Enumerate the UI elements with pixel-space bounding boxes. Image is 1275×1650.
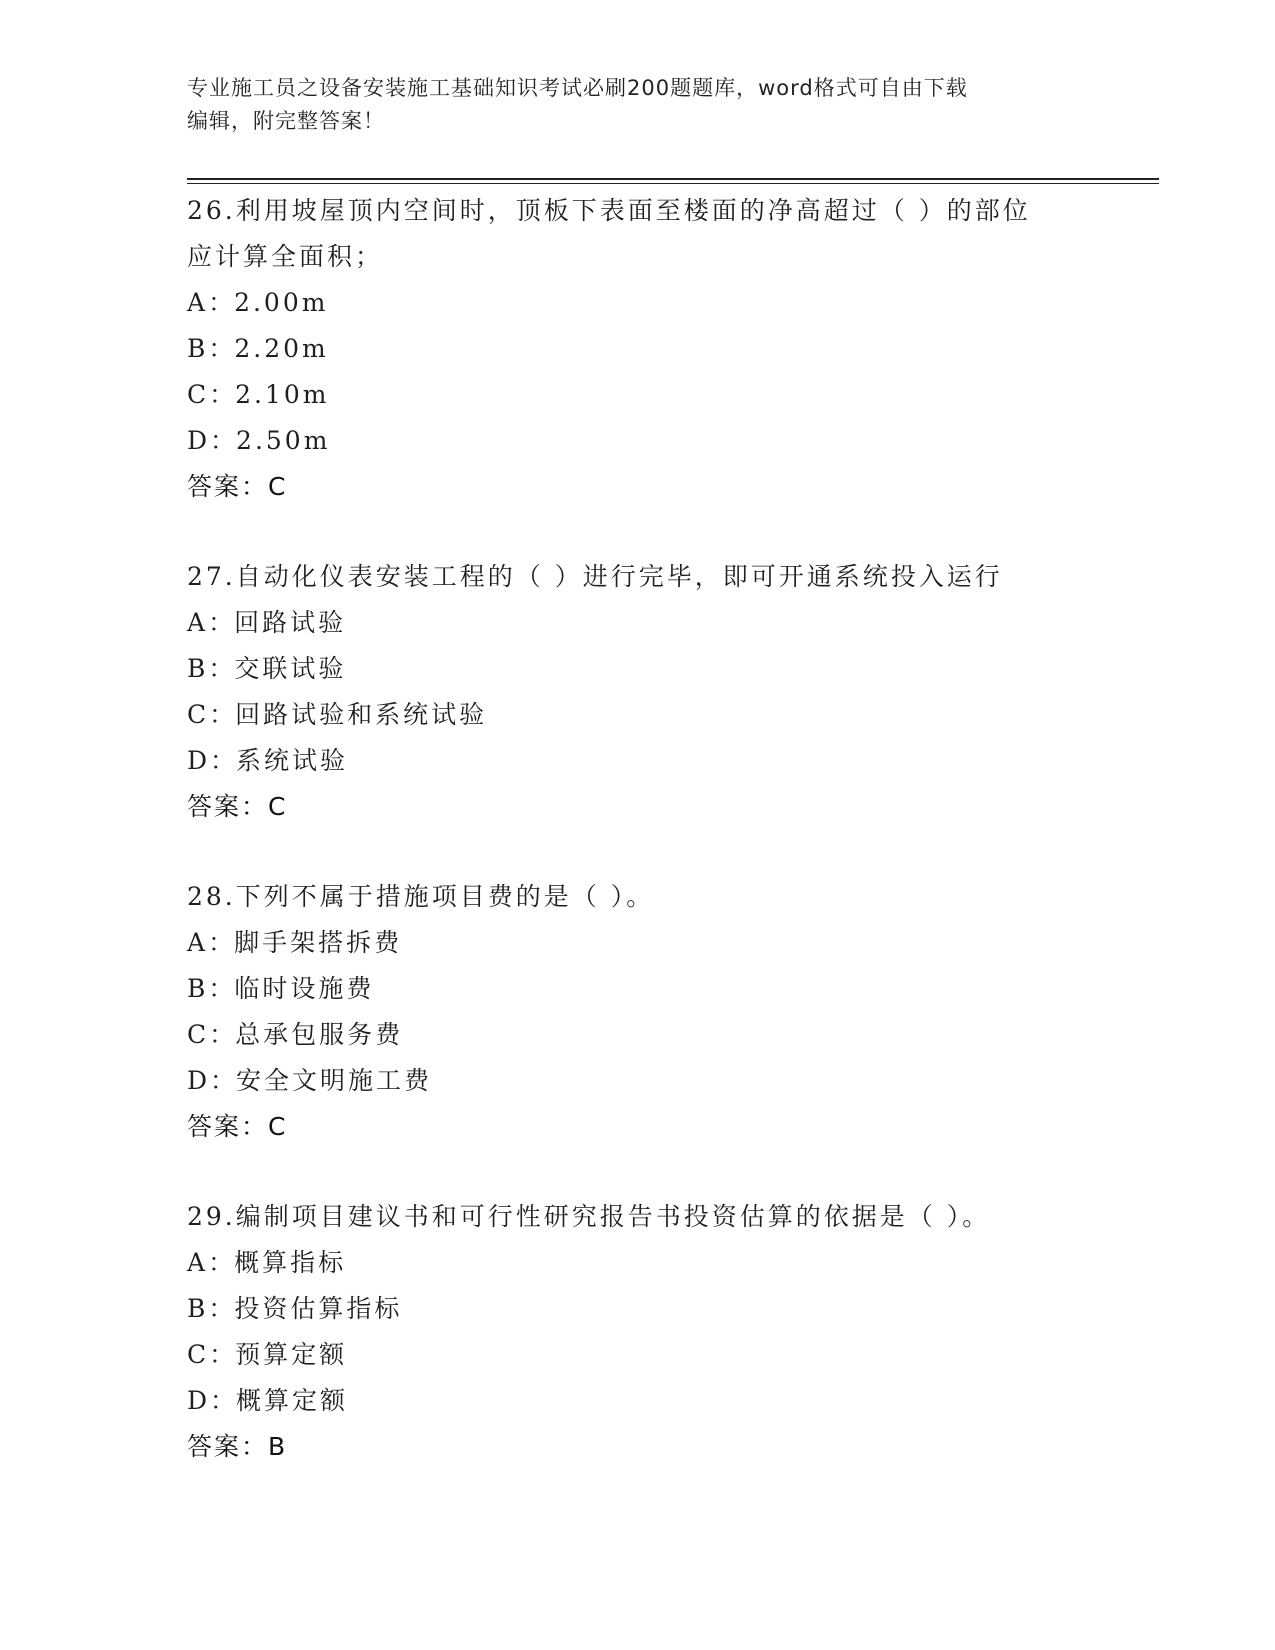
- option-text: 2.00m: [234, 288, 329, 317]
- option-text: 2.10m: [235, 380, 330, 409]
- answer-label: 答案：: [187, 1432, 269, 1461]
- option-colon: ：: [210, 1386, 239, 1415]
- option-colon: ：: [208, 334, 237, 363]
- answer-label: 答案：: [187, 792, 269, 821]
- document-header: [187, 72, 1087, 138]
- option-text: 回路试验: [234, 608, 347, 637]
- option-d: [187, 1058, 1087, 1104]
- option-letter: D: [187, 746, 211, 775]
- option-b: [187, 326, 1087, 372]
- header-title-line-2: 编辑，附完整答案！: [187, 109, 385, 133]
- option-colon: ：: [208, 608, 237, 637]
- option-letter: D: [187, 426, 211, 455]
- option-letter: A: [187, 288, 209, 317]
- option-text: 脚手架搭拆费: [234, 928, 403, 957]
- option-colon: ：: [210, 426, 239, 455]
- option-colon: ：: [209, 1340, 238, 1369]
- question-spacer: [187, 1150, 1087, 1194]
- option-text: 预算定额: [235, 1340, 348, 1369]
- answer-value: B: [268, 1432, 288, 1461]
- option-a: [187, 600, 1087, 646]
- option-d: [187, 418, 1087, 464]
- option-text: 总承包服务费: [235, 1020, 404, 1049]
- answer-line: [187, 464, 1087, 510]
- answer-line: [187, 784, 1087, 830]
- option-colon: ：: [210, 746, 239, 775]
- option-colon: ：: [209, 380, 238, 409]
- option-text: 回路试验和系统试验: [235, 700, 488, 729]
- question-28: [187, 874, 1087, 1150]
- option-c: [187, 1332, 1087, 1378]
- option-d: [187, 1378, 1087, 1424]
- answer-label: 答案：: [187, 1112, 269, 1141]
- option-letter: C: [187, 380, 210, 409]
- option-c: [187, 692, 1087, 738]
- option-d: [187, 738, 1087, 784]
- question-26: [187, 188, 1087, 510]
- option-colon: ：: [208, 1294, 237, 1323]
- option-text: 2.50m: [236, 426, 331, 455]
- option-colon: ：: [208, 1248, 237, 1277]
- option-text: 交联试验: [234, 654, 347, 683]
- option-text: 概算指标: [234, 1248, 347, 1277]
- question-number: 28.: [187, 882, 236, 911]
- option-a: [187, 280, 1087, 326]
- option-colon: ：: [210, 1066, 239, 1095]
- option-colon: ：: [208, 974, 237, 1003]
- header-title-line-1: 专业施工员之设备安装施工基础知识考试必刷200题题库，word格式可自由下载: [187, 76, 968, 100]
- question-27: [187, 554, 1087, 830]
- answer-value: C: [268, 792, 288, 821]
- option-letter: D: [187, 1066, 211, 1095]
- option-text: 概算定额: [236, 1386, 349, 1415]
- option-letter: D: [187, 1386, 211, 1415]
- option-letter: A: [187, 1248, 209, 1277]
- question-text: [187, 188, 1087, 234]
- option-b: [187, 966, 1087, 1012]
- question-text: [187, 1194, 1087, 1240]
- option-b: [187, 1286, 1087, 1332]
- question-number: 29.: [187, 1202, 236, 1231]
- option-letter: C: [187, 700, 210, 729]
- option-text: 安全文明施工费: [236, 1066, 433, 1095]
- answer-line: [187, 1104, 1087, 1150]
- question-text: [187, 874, 1087, 920]
- option-letter: B: [187, 1294, 209, 1323]
- option-letter: A: [187, 608, 209, 637]
- question-stem-line-1: 下列不属于措施项目费的是（ ）。: [235, 882, 655, 911]
- option-colon: ：: [208, 928, 237, 957]
- option-text: 2.20m: [234, 334, 329, 363]
- option-text: 系统试验: [236, 746, 349, 775]
- option-letter: B: [187, 654, 209, 683]
- option-letter: C: [187, 1020, 210, 1049]
- question-spacer: [187, 830, 1087, 874]
- question-text: [187, 554, 1087, 600]
- question-stem-line-1: 编制项目建议书和可行性研究报告书投资估算的依据是（ ）。: [235, 1202, 991, 1231]
- header-divider-thick: [187, 178, 1159, 180]
- question-stem-line-1: 利用坡屋顶内空间时，顶板下表面至楼面的净高超过（ ）的部位: [235, 196, 1031, 225]
- question-number: 26.: [187, 196, 236, 225]
- answer-label: 答案：: [187, 472, 269, 501]
- option-colon: ：: [209, 1020, 238, 1049]
- option-colon: ：: [209, 700, 238, 729]
- answer-value: C: [268, 472, 288, 501]
- option-colon: ：: [208, 288, 237, 317]
- question-list: [187, 188, 1087, 1470]
- option-letter: A: [187, 928, 209, 957]
- option-a: [187, 920, 1087, 966]
- option-text: 投资估算指标: [234, 1294, 403, 1323]
- header-divider-thin: [187, 183, 1159, 184]
- question-number: 27.: [187, 562, 236, 591]
- question-stem-line-2: 应计算全面积；: [187, 242, 384, 271]
- option-c: [187, 1012, 1087, 1058]
- option-letter: C: [187, 1340, 210, 1369]
- option-c: [187, 372, 1087, 418]
- option-b: [187, 646, 1087, 692]
- option-letter: B: [187, 334, 209, 363]
- answer-value: C: [268, 1112, 288, 1141]
- option-colon: ：: [208, 654, 237, 683]
- option-text: 临时设施费: [234, 974, 375, 1003]
- option-letter: B: [187, 974, 209, 1003]
- question-29: [187, 1194, 1087, 1470]
- question-stem-line-1: 自动化仪表安装工程的（ ）进行完毕，即可开通系统投入运行: [235, 562, 1003, 591]
- question-spacer: [187, 510, 1087, 554]
- answer-line: [187, 1424, 1087, 1470]
- option-a: [187, 1240, 1087, 1286]
